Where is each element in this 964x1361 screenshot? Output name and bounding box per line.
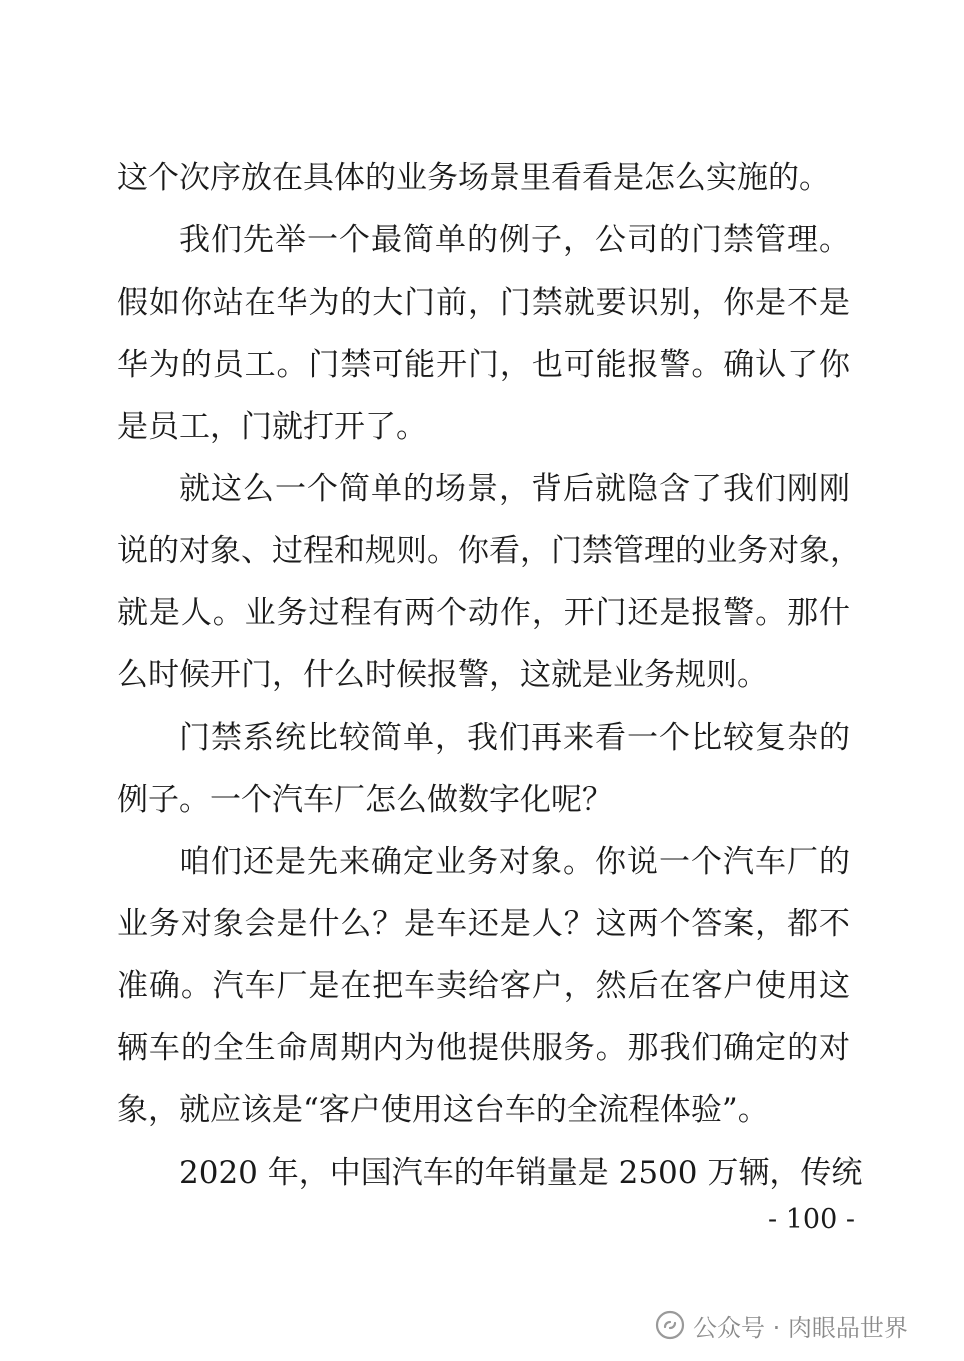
body-text-line: 咱们还是先来确定业务对象。你说一个汽车厂的 [179, 844, 850, 880]
body-text-line: 就是人。业务过程有两个动作，开门还是报警。那什 [117, 595, 850, 631]
body-text-line: 象，就应该是“客户使用这台车的全流程体验”。 [117, 1092, 769, 1128]
body-text-line: 门禁系统比较简单，我们再来看一个比较复杂的 [179, 720, 850, 756]
body-text-line: 准确。汽车厂是在把车卖给客户，然后在客户使用这 [117, 968, 850, 1004]
wechat-official-account-icon [655, 1310, 685, 1340]
body-text-line: 就这么一个简单的场景，背后就隐含了我们刚刚 [179, 471, 850, 507]
watermark [655, 1305, 908, 1345]
body-text-line: 2020 年，中国汽车的年销量是 2500 万辆，传统 [179, 1155, 863, 1191]
body-text-line: 说的对象、过程和规则。你看，门禁管理的业务对象， [117, 533, 861, 569]
body-text-line: 么时候开门，什么时候报警，这就是业务规则。 [117, 657, 768, 693]
body-text-line: 是员工，门就打开了。 [117, 409, 427, 445]
watermark-text: 公众号 · 肉眼品世界 [693, 1313, 908, 1342]
body-text-line: 假如你站在华为的大门前，门禁就要识别，你是不是 [117, 285, 850, 321]
body-text-line: 业务对象会是什么？是车还是人？这两个答案，都不 [117, 906, 850, 942]
body-text-line: 华为的员工。门禁可能开门，也可能报警。确认了你 [117, 347, 850, 383]
body-text-line: 这个次序放在具体的业务场景里看看是怎么实施的。 [117, 160, 830, 196]
body-text-line: 例子。一个汽车厂怎么做数字化呢？ [117, 782, 613, 818]
body-text-line: 我们先举一个最简单的例子，公司的门禁管理。 [179, 222, 850, 258]
body-text-line: 辆车的全生命周期内为他提供服务。那我们确定的对 [117, 1030, 850, 1066]
page-number: - 100 - [768, 1204, 855, 1235]
